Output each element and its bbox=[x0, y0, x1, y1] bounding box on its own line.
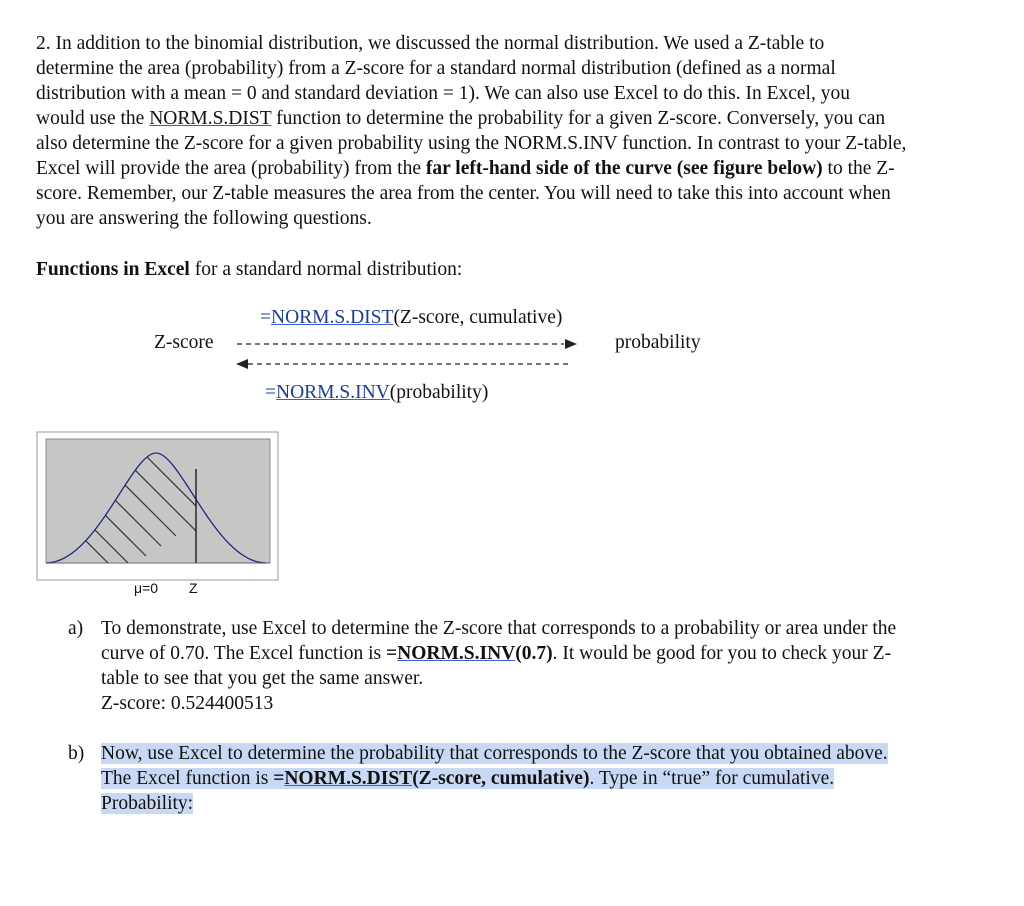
zscore-answer: Z-score: 0.524400513 bbox=[101, 693, 274, 714]
arrowhead-left bbox=[236, 359, 248, 369]
intro-line-4: would use the NORM.S.DIST function to determine the probability for a given Z-score. Conversely, you can bbox=[36, 108, 886, 129]
question-b-line-1: Now, use Excel to determine the probability that corresponds to the Z-score that you obtained above. bbox=[101, 743, 888, 764]
norm-s-dist-link: NORM.S.DIST bbox=[149, 108, 272, 129]
z-label: Z bbox=[189, 580, 198, 596]
question-a bbox=[101, 616, 1011, 716]
norm-s-inv-formula: =NORM.S.INV(probability) bbox=[265, 382, 489, 403]
intro-line-5: also determine the Z-score for a given probability using the NORM.S.INV function. In contrast to your Z-table, bbox=[36, 133, 907, 154]
functions-heading: Functions in Excel for a standard normal distribution: bbox=[36, 259, 463, 280]
arrowhead-right bbox=[565, 339, 577, 349]
intro-line-7: score. Remember, our Z-table measures the area from the center. You will need to take this into account when bbox=[36, 183, 891, 204]
intro-line-6: Excel will provide the area (probability) from the far left-hand side of the curve (see figure below) to the Z- bbox=[36, 158, 895, 179]
question-b-line-2: The Excel function is =NORM.S.DIST(Z-score, cumulative). Type in “true” for cumulative. bbox=[101, 768, 835, 789]
zscore-label: Z-score bbox=[154, 332, 214, 353]
normal-curve-figure bbox=[36, 431, 281, 606]
probability-label: probability bbox=[615, 332, 701, 353]
question-a-line-2: curve of 0.70. The Excel function is =NORM.S.INV(0.7). It would be good for you to check your Z- bbox=[101, 643, 892, 664]
mu-label: μ=0 bbox=[134, 580, 159, 596]
norm-s-dist-formula: =NORM.S.DIST(Z-score, cumulative) bbox=[260, 307, 563, 328]
probability-answer[interactable]: Probability: bbox=[101, 793, 194, 814]
question-a-line-3: table to see that you get the same answer. bbox=[101, 668, 424, 689]
intro-line-8: you are answering the following questions. bbox=[36, 208, 372, 229]
intro-line-1: 2. In addition to the binomial distribution, we discussed the normal distribution. We used a Z-table to bbox=[36, 33, 825, 54]
question-a-line-1: To demonstrate, use Excel to determine the Z-score that corresponds to a probability or area under the bbox=[101, 618, 897, 639]
intro-line-2: determine the area (probability) from a Z-score for a standard normal distribution (defined as a normal bbox=[36, 58, 836, 79]
question-b bbox=[101, 741, 1011, 816]
question-b-marker: b) bbox=[68, 743, 85, 764]
intro-line-3: distribution with a mean = 0 and standard deviation = 1). We can also use Excel to do this. In Excel, you bbox=[36, 83, 850, 104]
question-a-marker: a) bbox=[68, 618, 84, 639]
